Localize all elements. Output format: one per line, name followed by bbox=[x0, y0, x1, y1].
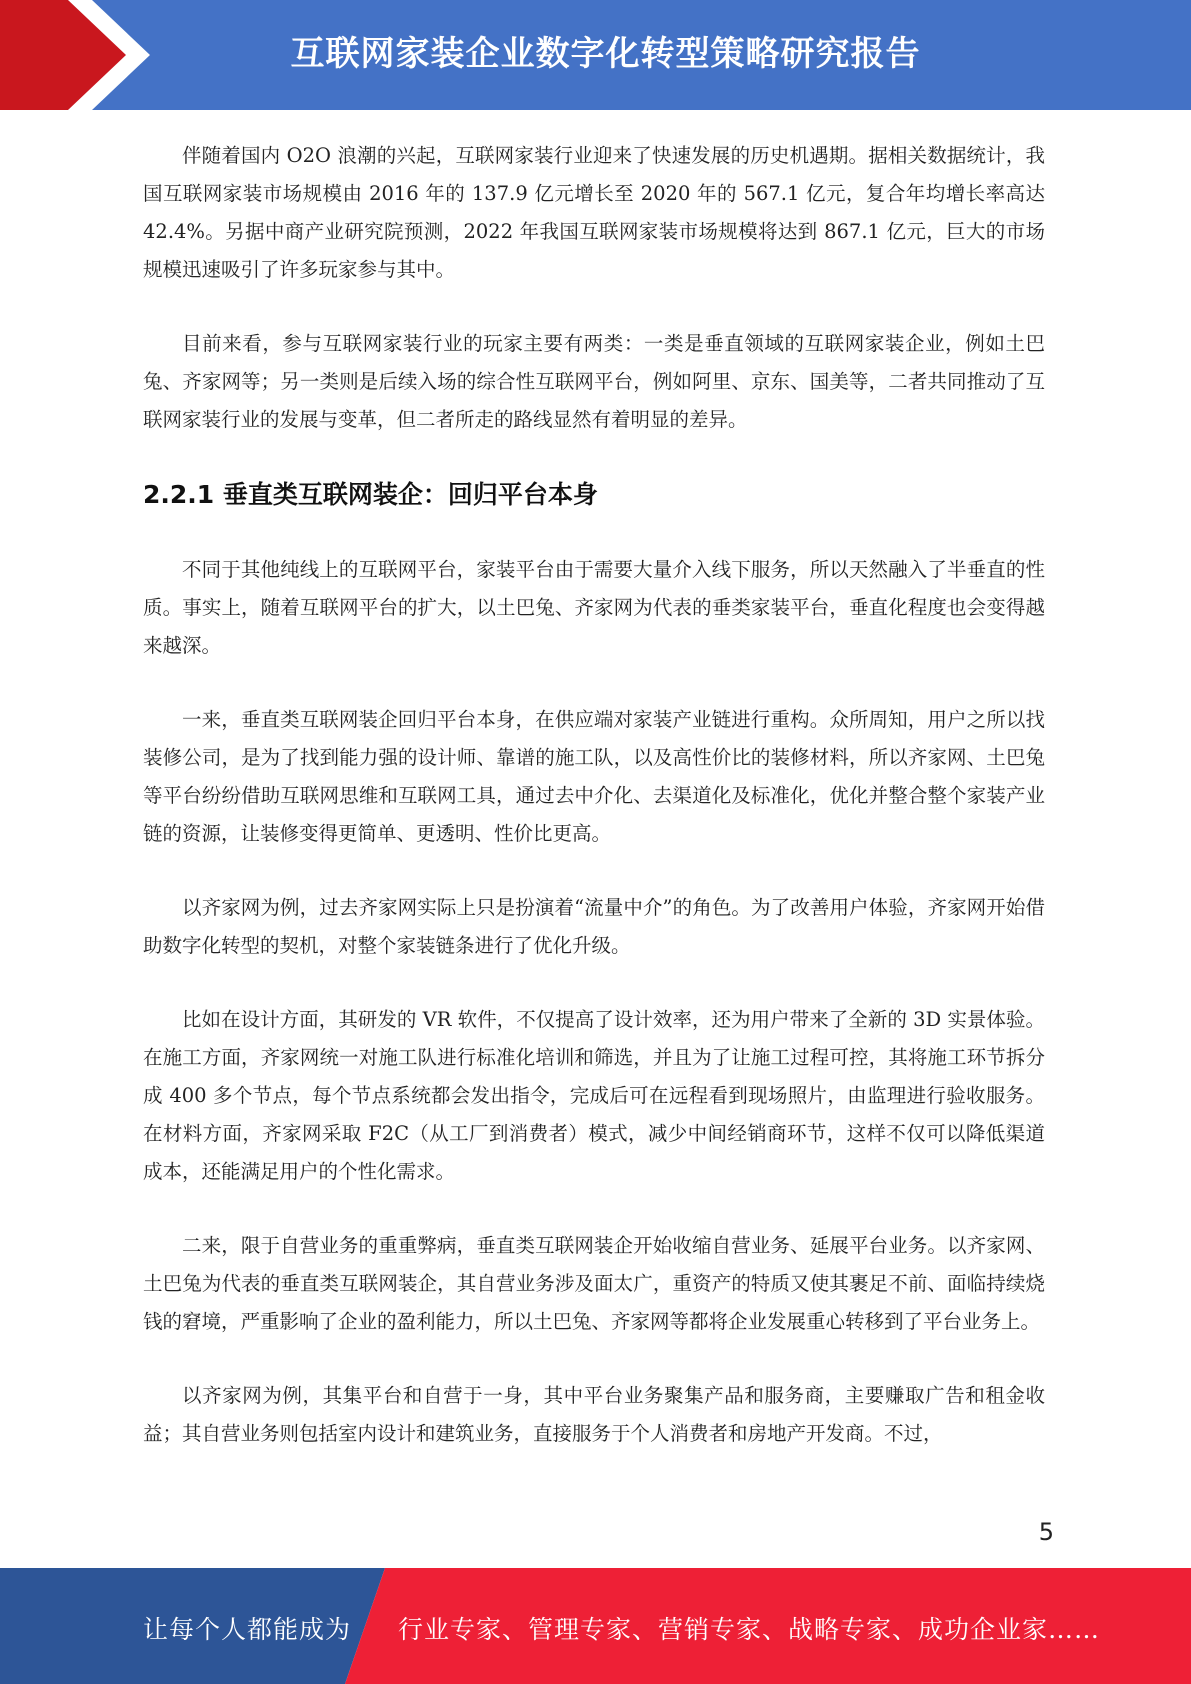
document-body bbox=[143, 137, 1045, 1489]
page-footer bbox=[0, 1568, 1191, 1684]
paragraph: 二来，限于自营业务的重重弊病，垂直类互联网装企开始收缩自营业务、延展平台业务。以齐家网、土巴兔为代表的垂直类互联网装企，其自营业务涉及面太广，重资产的特质又使其裹足不前、面临持续烧钱的窘境，严重影响了企业的盈利能力，所以土巴兔、齐家网等都将企业发展重心转移到了平台业务上。 bbox=[143, 1234, 1045, 1333]
paragraph: 目前来看，参与互联网家装行业的玩家主要有两类：一类是垂直领域的互联网家装企业，例如土巴兔、齐家网等；另一类则是后续入场的综合性互联网平台，例如阿里、京东、国美等，二者共同推动了互联网家装行业的发展与变革，但二者所走的路线显然有着明显的差异。 bbox=[143, 332, 1045, 431]
paragraph: 伴随着国内 O2O 浪潮的兴起，互联网家装行业迎来了快速发展的历史机遇期。据相关数据统计，我国互联网家装市场规模由 2016 年的 137.9 亿元增长至 2020 年的 567.1 亿元，复合年均增长率高达 42.4%。另据中商产业研究院预测，2022 年我国互联网家装市场规模将达到 867.1 亿元，巨大的市场规模迅速吸引了许多玩家参与其中。 bbox=[143, 144, 1045, 281]
report-title: 互联网家装企业数字化转型策略研究报告 bbox=[290, 34, 921, 74]
section-heading: 2.2.1 垂直类互联网装企：回归平台本身 bbox=[143, 480, 598, 509]
paragraph: 以齐家网为例，过去齐家网实际上只是扮演着“流量中介”的角色。为了改善用户体验，齐家网开始借助数字化转型的契机，对整个家装链条进行了优化升级。 bbox=[143, 896, 1045, 957]
paragraph: 以齐家网为例，其集平台和自营于一身，其中平台业务聚集产品和服务商，主要赚取广告和租金收益；其自营业务则包括室内设计和建筑业务，直接服务于个人消费者和房地产开发商。不过， bbox=[143, 1384, 1045, 1445]
paragraph: 不同于其他纯线上的互联网平台，家装平台由于需要大量介入线下服务，所以天然融入了半垂直的性质。事实上，随着互联网平台的扩大，以土巴兔、齐家网为代表的垂类家装平台，垂直化程度也会变得越来越深。 bbox=[143, 558, 1045, 657]
paragraph: 一来，垂直类互联网装企回归平台本身，在供应端对家装产业链进行重构。众所周知，用户之所以找装修公司，是为了找到能力强的设计师、靠谱的施工队，以及高性价比的装修材料，所以齐家网、土巴兔等平台纷纷借助互联网思维和互联网工具，通过去中介化、去渠道化及标准化，优化并整合整个家装产业链的资源，让装修变得更简单、更透明、性价比更高。 bbox=[143, 708, 1045, 845]
footer-slogan-left: 让每个人都能成为 bbox=[143, 1615, 352, 1644]
paragraph: 比如在设计方面，其研发的 VR 软件，不仅提高了设计效率，还为用户带来了全新的 3D 实景体验。在施工方面，齐家网统一对施工队进行标准化培训和筛选，并且为了让施工过程可控，其将施工环节拆分成 400 多个节点，每个节点系统都会发出指令，完成后可在远程看到现场照片，由监理进行验收服务。在材料方面，齐家网采取 F2C（从工厂到消费者）模式，减少中间经销商环节，这样不仅可以降低渠道成本，还能满足用户的个性化需求。 bbox=[143, 1008, 1045, 1183]
page-number: 5 bbox=[1038, 1518, 1054, 1546]
page-header bbox=[0, 0, 1191, 110]
footer-slogan-right: 行业专家、管理专家、营销专家、战略专家、成功企业家…… bbox=[398, 1615, 1101, 1644]
